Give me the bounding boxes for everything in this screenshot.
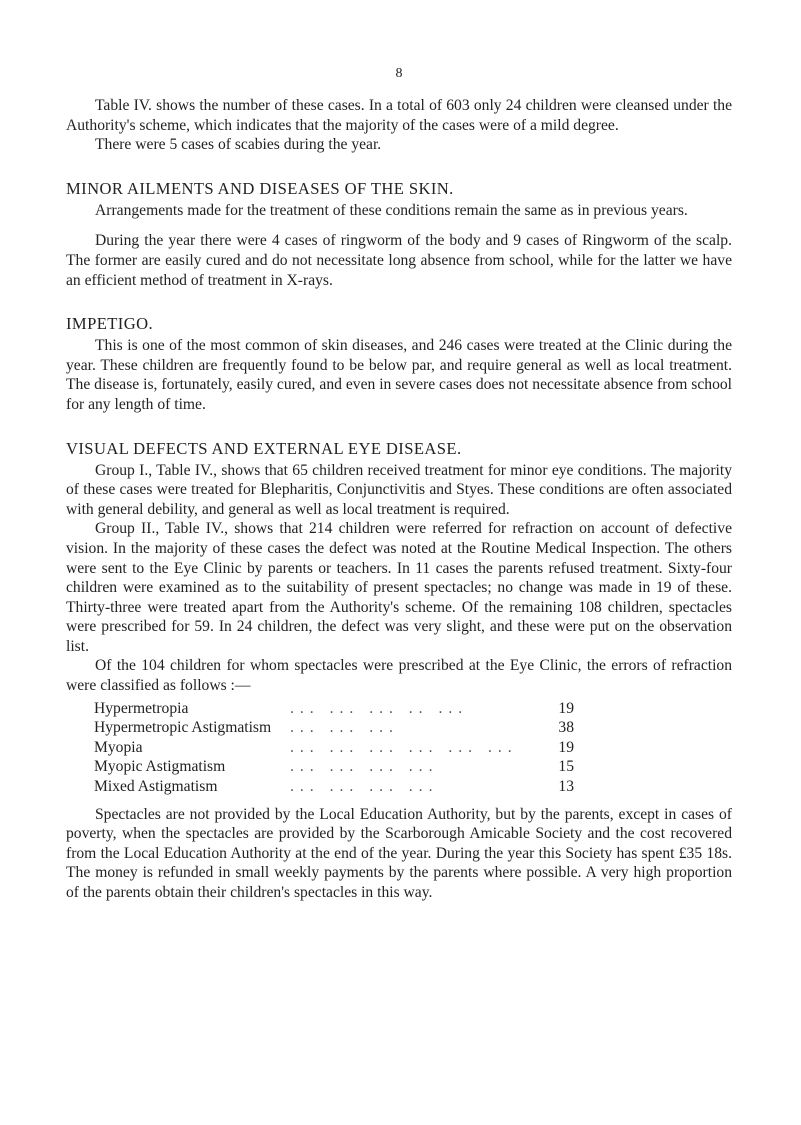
- table-row-value: 38: [558, 719, 574, 737]
- section-minor-ailments: [66, 179, 732, 290]
- section-heading-minor-ailments: MINOR AILMENTS AND DISEASES OF THE SKIN.: [66, 178, 454, 198]
- visual-defects-paragraph-4: Spectacles are not provided by the Local Education Authority, but by the parents, except in cases of poverty, when the spectacles are provided by the Scarborough Amicable Society and the cost recovered from the Local Education Authority at the end of the year. During the year this Society has spent £35 18s. The money is refunded in small weekly payments by the parents where possible. A very high proportion of the parents obtain their children's spectacles in this way.: [66, 805, 732, 901]
- table-row: [94, 718, 574, 738]
- table-row-leader: ... ... ...: [290, 719, 399, 737]
- table-row-value: 19: [558, 738, 574, 756]
- page-number: 8: [395, 66, 403, 81]
- table-row: [94, 738, 574, 758]
- table-row: [94, 699, 574, 719]
- table-row-label: Hypermetropia: [94, 699, 189, 717]
- section-visual-defects: [66, 439, 732, 903]
- table-row: [94, 757, 574, 777]
- refraction-errors-table: [94, 699, 574, 797]
- section-heading-impetigo: IMPETIGO.: [66, 314, 154, 334]
- table-row-value: 15: [558, 758, 574, 776]
- impetigo-paragraph-1: This is one of the most common of skin diseases, and 246 cases were treated at the Clinic during the year. These children are frequently found to be below par, and require general as well as local treatment. The disease is, fortunately, easily cured, and even in severe cases does not necessitate absence from school for any length of time.: [66, 337, 732, 413]
- table-row-label: Myopia: [94, 738, 143, 756]
- table-row-leader: ... ... ... .. ...: [290, 699, 469, 717]
- table-row-leader: ... ... ... ... ... ...: [290, 738, 518, 756]
- table-row-leader: ... ... ... ...: [290, 758, 439, 776]
- table-row-value: 19: [558, 699, 574, 717]
- table-row-leader: ... ... ... ...: [290, 778, 439, 796]
- table-row: [94, 777, 574, 797]
- intro-paragraph-1: Table IV. shows the number of these cases. In a total of 603 only 24 children were cleansed under the Authority's scheme, which indicates that the majority of the cases were of a mild degree.: [66, 97, 732, 134]
- table-row-value: 13: [558, 778, 574, 796]
- minor-ailments-paragraph-1: Arrangements made for the treatment of these conditions remain the same as in previous years.: [95, 201, 688, 219]
- table-row-label: Hypermetropic Astigmatism: [94, 719, 272, 737]
- visual-defects-paragraph-2: Group II., Table IV., shows that 214 children were referred for refraction on account of defective vision. In the majority of these cases the defect was noted at the Routine Medical Inspection. The others were sent to the Eye Clinic by parents or teachers. In 11 cases the parents refused treatment. Sixty-four children were examined as to the suitability of present spectacles; no change was made in 19 of these. Thirty-three were treated apart from the Authority's scheme. Of the remaining 108 children, spectacles were prescribed for 59. In 24 children, the defect was very slight, and these were put on the observation list.: [66, 520, 732, 655]
- minor-ailments-paragraph-2: During the year there were 4 cases of ringworm of the body and 9 cases of Ringworm of the scalp. The former are easily cured and do not necessitate long absence from school, while for the latter we have an efficient method of treatment in X-rays.: [66, 232, 732, 289]
- table-row-label: Mixed Astigmatism: [94, 778, 218, 796]
- visual-defects-paragraph-3: Of the 104 children for whom spectacles were prescribed at the Eye Clinic, the errors of refraction were classified as follows :—: [66, 657, 732, 695]
- document-body: [66, 96, 732, 903]
- visual-defects-paragraph-1: Group I., Table IV., shows that 65 children received treatment for minor eye conditions. The majority of these cases were treated for Blepharitis, Conjunctivitis and Styes. These conditions are often associated with general debility, and general as well as local treatment is required.: [66, 461, 732, 518]
- section-impetigo: [66, 314, 732, 414]
- section-heading-visual-defects: VISUAL DEFECTS AND EXTERNAL EYE DISEASE.: [66, 438, 462, 458]
- intro-paragraph-2: There were 5 cases of scabies during the year.: [95, 136, 382, 154]
- table-row-label: Myopic Astigmatism: [94, 758, 226, 776]
